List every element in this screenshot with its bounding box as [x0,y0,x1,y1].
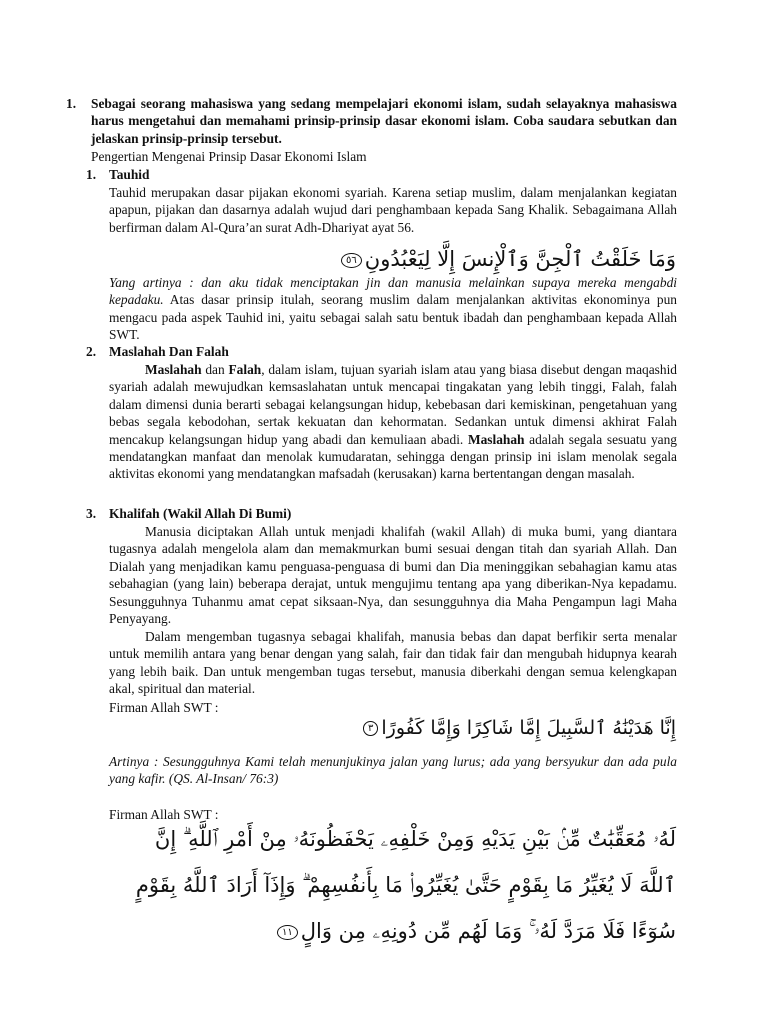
khalifah-title: Khalifah (Wakil Allah Di Bumi) [109,506,292,521]
ayah-number-marker: ٣ [363,721,378,736]
maslahah-text-3: adalah segala sesuatu yang mendatangkan manfaat dan menolak kumudaratan, sehingga dengan prinsip ini islam menolak segala aktivitas ekonomi yang mendatangkan mafsadah (kerusakan) karna bertentangan dengan masalah. [109,431,677,482]
ayah-number-marker: ٥٦ [341,253,362,268]
al-insan-arabic-text: إِنَّا هَدَيْنَٰهُ ٱلسَّبِيلَ إِمَّا شَاكِرًا وَإِمَّا كَفُورًا [381,717,676,739]
khalifah-paragraph-2: Dalam mengemban tugasnya sebagai khalifah, manusia bebas dan dapat berfikir serta menalar untuk memilih antara yang benar dengan yang salah, fair dan tidak fair dan mengubah hidupnya kearah yang lebih baik. Dan untuk mengemban tugas tersebut, manusia diberkahi dengan semua kelengkapan akal, spiritual dan material. [109,629,677,697]
section-heading: Pengertian Mengenai Prinsip Dasar Ekonomi Islam [91,149,367,164]
maslahah-body [109,361,677,483]
tauhid-translation: Yang artinya : dan aku tidak menciptakan jin dan manusia melainkan supaya mereka mengabdi kepadaku. [109,275,677,308]
question-number: 1. [66,96,77,111]
arrad-arabic-text-3: سُوٓءًا فَلَا مَرَدَّ لَهُۥ ۚ وَمَا لَهُم مِّن دُونِهِۦ مِن وَالٍ [300,919,676,943]
maslahah-number: 2. [86,344,97,359]
tauhid-arabic-text: وَمَا خَلَقْتُ ٱلْجِنَّ وَٱلْإِنسَ إِلَّا لِيَعْبُدُونِ [364,247,676,271]
maslahah-title: Maslahah Dan Falah [109,344,229,359]
tauhid-explanation: Atas dasar prinsip itulah, seorang muslim dalam menjalankan aktivitas ekonominya pun mengacu pada aspek Tauhid ini, yaitu sebagai salah satu bentuk ibadah dan penghambaan kepada Allah SWT. [109,292,677,343]
arrad-arabic-line-2: ٱللَّهَ لَا يُغَيِّرُ مَا بِقَوْمٍ حَتَّىٰ يُغَيِّرُوا۟ مَا بِأَنفُسِهِمْ ۗ وَإِذَآ أَرَادَ ٱللَّهُ بِقَوْمٍ [135,873,676,897]
maslahah-term-2: Maslahah [467,431,525,447]
firman-label-1: Firman Allah SWT : [109,700,219,715]
al-insan-arabic-verse [360,714,676,742]
tauhid-arabic-verse [338,245,676,273]
firman-label-2: Firman Allah SWT : [109,807,219,822]
tauhid-body: Tauhid merupakan dasar pijakan ekonomi syariah. Karena setiap muslim, dalam menjalankan kegiatan apapun, pijakan dan dasarnya adalah wujud dari penghambaan kepada Sang Khalik. Sebagaimana Allah berfirman dalam Al-Qura’an surat Adh-Dhariyat ayat 56. [109,185,677,235]
maslahah-term: Maslahah [145,362,202,377]
al-insan-translation: Artinya : Sesungguhnya Kami telah menunjukinya jalan yang lurus; ada yang bersyukur dan ada pula yang kafir. (QS. Al-Insan/ 76:3) [109,754,677,787]
question-text: Sebagai seorang mahasiswa yang sedang mempelajari ekonomi islam, sudah selayaknya mahasiswa harus mengetahui dan memahami prinsip-prinsip dasar ekonomi islam. Coba saudara sebutkan dan jelaskan prinsip-prinsip tersebut. [91,96,677,146]
ayah-number-marker: ١١ [277,925,298,940]
khalifah-paragraph-1: Manusia diciptakan Allah untuk menjadi khalifah (wakil Allah) di muka bumi, yang diantara tugasnya adalah mengelola alam dan memakmurkan bumi sesuai dengan titah dan syariah Allah. Dan Dialah yang menjadikan kamu penguasa-penguasa di bumi dan Dia meninggikan sebahagian kamu atas sebahagian (yang lain) beberapa derajat, untuk mengujimu tentang apa yang diberikan-Nya kepadamu. Sesungguhnya Tuhanmu amat cepat siksaan-Nya, dan sesungguhnya dia Maha Pengampun lagi Maha Penyayang. [109,524,677,627]
falah-term: Falah [228,362,262,377]
arrad-arabic-line-1: لَهُۥ مُعَقِّبَٰتٌ مِّنۢ بَيْنِ يَدَيْهِ وَمِنْ خَلْفِهِۦ يَحْفَظُونَهُۥ مِنْ أَمْرِ ٱللَّهِ ۗ إِنَّ [154,827,676,851]
khalifah-number: 3. [86,506,97,521]
tauhid-title: Tauhid [109,167,150,182]
arrad-arabic-line-3 [274,916,676,946]
tauhid-translation-paragraph [109,274,677,344]
tauhid-number: 1. [86,167,97,182]
maslahah-text-1: dan [201,362,229,377]
maslahah-text-2: , dalam islam, tujuan syariah islam atau yang biasa disebut dengan maqashid syariah adalah mewujudkan kemsaslahatan untuk mencapai tingakatan yang lebih tinggi, Falah, falah dalam dimensi dunia berarti sebagai kelangsungan hidup, kebebasan dari kemiskinan, pengetahuan yang bebas segala kebodohan, sertak kekuatan dan kehormatan. Sedankan untuk dimensi akhirat Falah mencakup kelangsungan hidup yang abadi dan kemuliaan abadi. [109,362,677,447]
